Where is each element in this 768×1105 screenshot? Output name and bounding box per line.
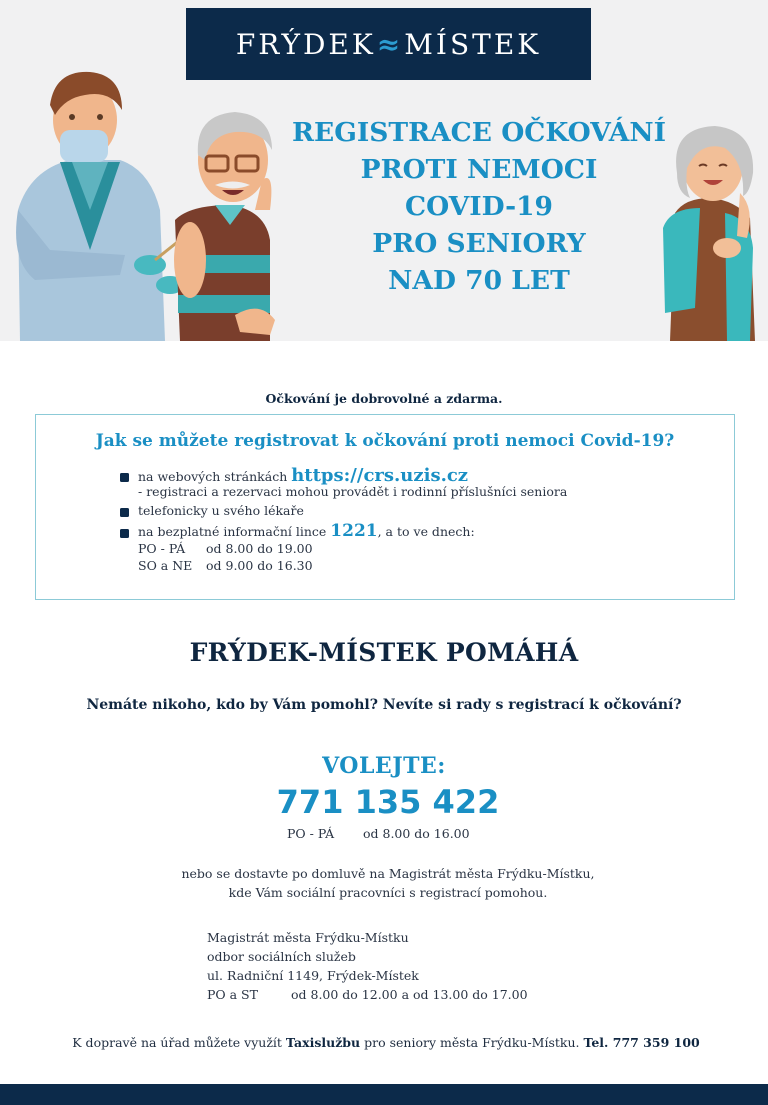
logo-right-text: MÍSTEK [404, 27, 542, 61]
office-hours [207, 985, 528, 1004]
free-voluntary-notice: Očkování je dobrovolné a zdarma. [265, 391, 503, 406]
call-label: VOLEJTE: [322, 753, 446, 779]
taxi-phone[interactable]: Tel. 777 359 100 [583, 1035, 700, 1050]
hotline-suffix: , a to ve dnech: [377, 524, 475, 539]
hotline-hours-weekend [120, 557, 710, 574]
registration-heading: Jak se můžete registrovat k očkování proti nemoci Covid-19? [95, 431, 675, 451]
visit-line: nebo se dostavte po domluvě na Magistrát města Frýdku-Místku, [181, 866, 595, 881]
address-office-name: Magistrát města Frýdku-Místku [207, 930, 409, 945]
doctor-text: telefonicky u svého lékaře [138, 503, 304, 518]
hero-title-line: REGISTRACE OČKOVÁNÍ [291, 117, 666, 148]
registration-info-box [35, 414, 735, 600]
hours-time: od 9.00 do 16.30 [206, 558, 313, 573]
hours-time: od 8.00 do 19.00 [206, 541, 313, 556]
wave-icon: ≈ [376, 27, 404, 61]
square-bullet-icon [120, 529, 129, 538]
hero-title-line: COVID-19 [404, 191, 553, 222]
hours-days: PO - PÁ [138, 541, 186, 556]
help-question: Nemáte nikoho, kdo by Vám pomohl? Nevíte si rady s registrací k očkování? [86, 697, 682, 713]
city-logo [186, 8, 591, 80]
list-item-website [120, 467, 710, 485]
website-note: - registraci a rezervaci mohou provádět i rodinní příslušníci seniora [138, 484, 568, 499]
hero-title-line: NAD 70 LET [388, 265, 570, 296]
address-street: ul. Radniční 1149, Frýdek-Místek [207, 968, 419, 983]
logo-wordmark [236, 28, 541, 61]
hours-days: SO a NE [138, 558, 193, 573]
website-prefix: na webových stránkách [138, 469, 292, 484]
logo-left-text: FRÝDEK [235, 27, 376, 61]
hours-days: PO - PÁ [287, 826, 335, 841]
visit-office-text [0, 864, 768, 902]
hero-title-line: PRO SENIORY [372, 228, 586, 259]
registration-options-list [120, 467, 710, 574]
hotline-number[interactable]: 1221 [330, 521, 378, 541]
square-bullet-icon [120, 473, 129, 482]
hours-time: od 8.00 do 12.00 a od 13.00 do 17.00 [291, 987, 528, 1002]
help-phone-hours [287, 826, 470, 841]
hotline-prefix: na bezplatné informační lince [138, 524, 331, 539]
hero-title-line: PROTI NEMOCI [360, 154, 598, 185]
list-item-hotline [120, 523, 710, 540]
address-department: odbor sociálních služeb [207, 949, 356, 964]
doctor-vaccinating-senior-illustration [0, 60, 290, 341]
footer-bar [0, 1084, 768, 1105]
transport-prefix: K dopravě na úřad můžete využít [72, 1035, 286, 1050]
hero-banner [0, 0, 768, 341]
office-address [207, 928, 528, 1004]
square-bullet-icon [120, 508, 129, 517]
hero-title [276, 114, 682, 299]
help-heading: FRÝDEK-MÍSTEK POMÁHÁ [189, 638, 579, 667]
hours-days: PO a ST [207, 987, 258, 1002]
help-phone-number[interactable]: 771 135 422 [276, 783, 500, 821]
list-item-doctor [120, 502, 710, 519]
registration-website-link[interactable]: https://crs.uzis.cz [291, 465, 469, 486]
visit-line: kde Vám sociální pracovníci s registrací pomohou. [228, 885, 548, 900]
hours-time: od 8.00 do 16.00 [363, 826, 470, 841]
transport-middle: pro seniory města Frýdku-Místku. [360, 1035, 584, 1050]
taxi-service-name: Taxislužbu [285, 1035, 361, 1050]
taxi-service-note [0, 1035, 768, 1050]
hotline-hours-weekday [120, 540, 710, 557]
